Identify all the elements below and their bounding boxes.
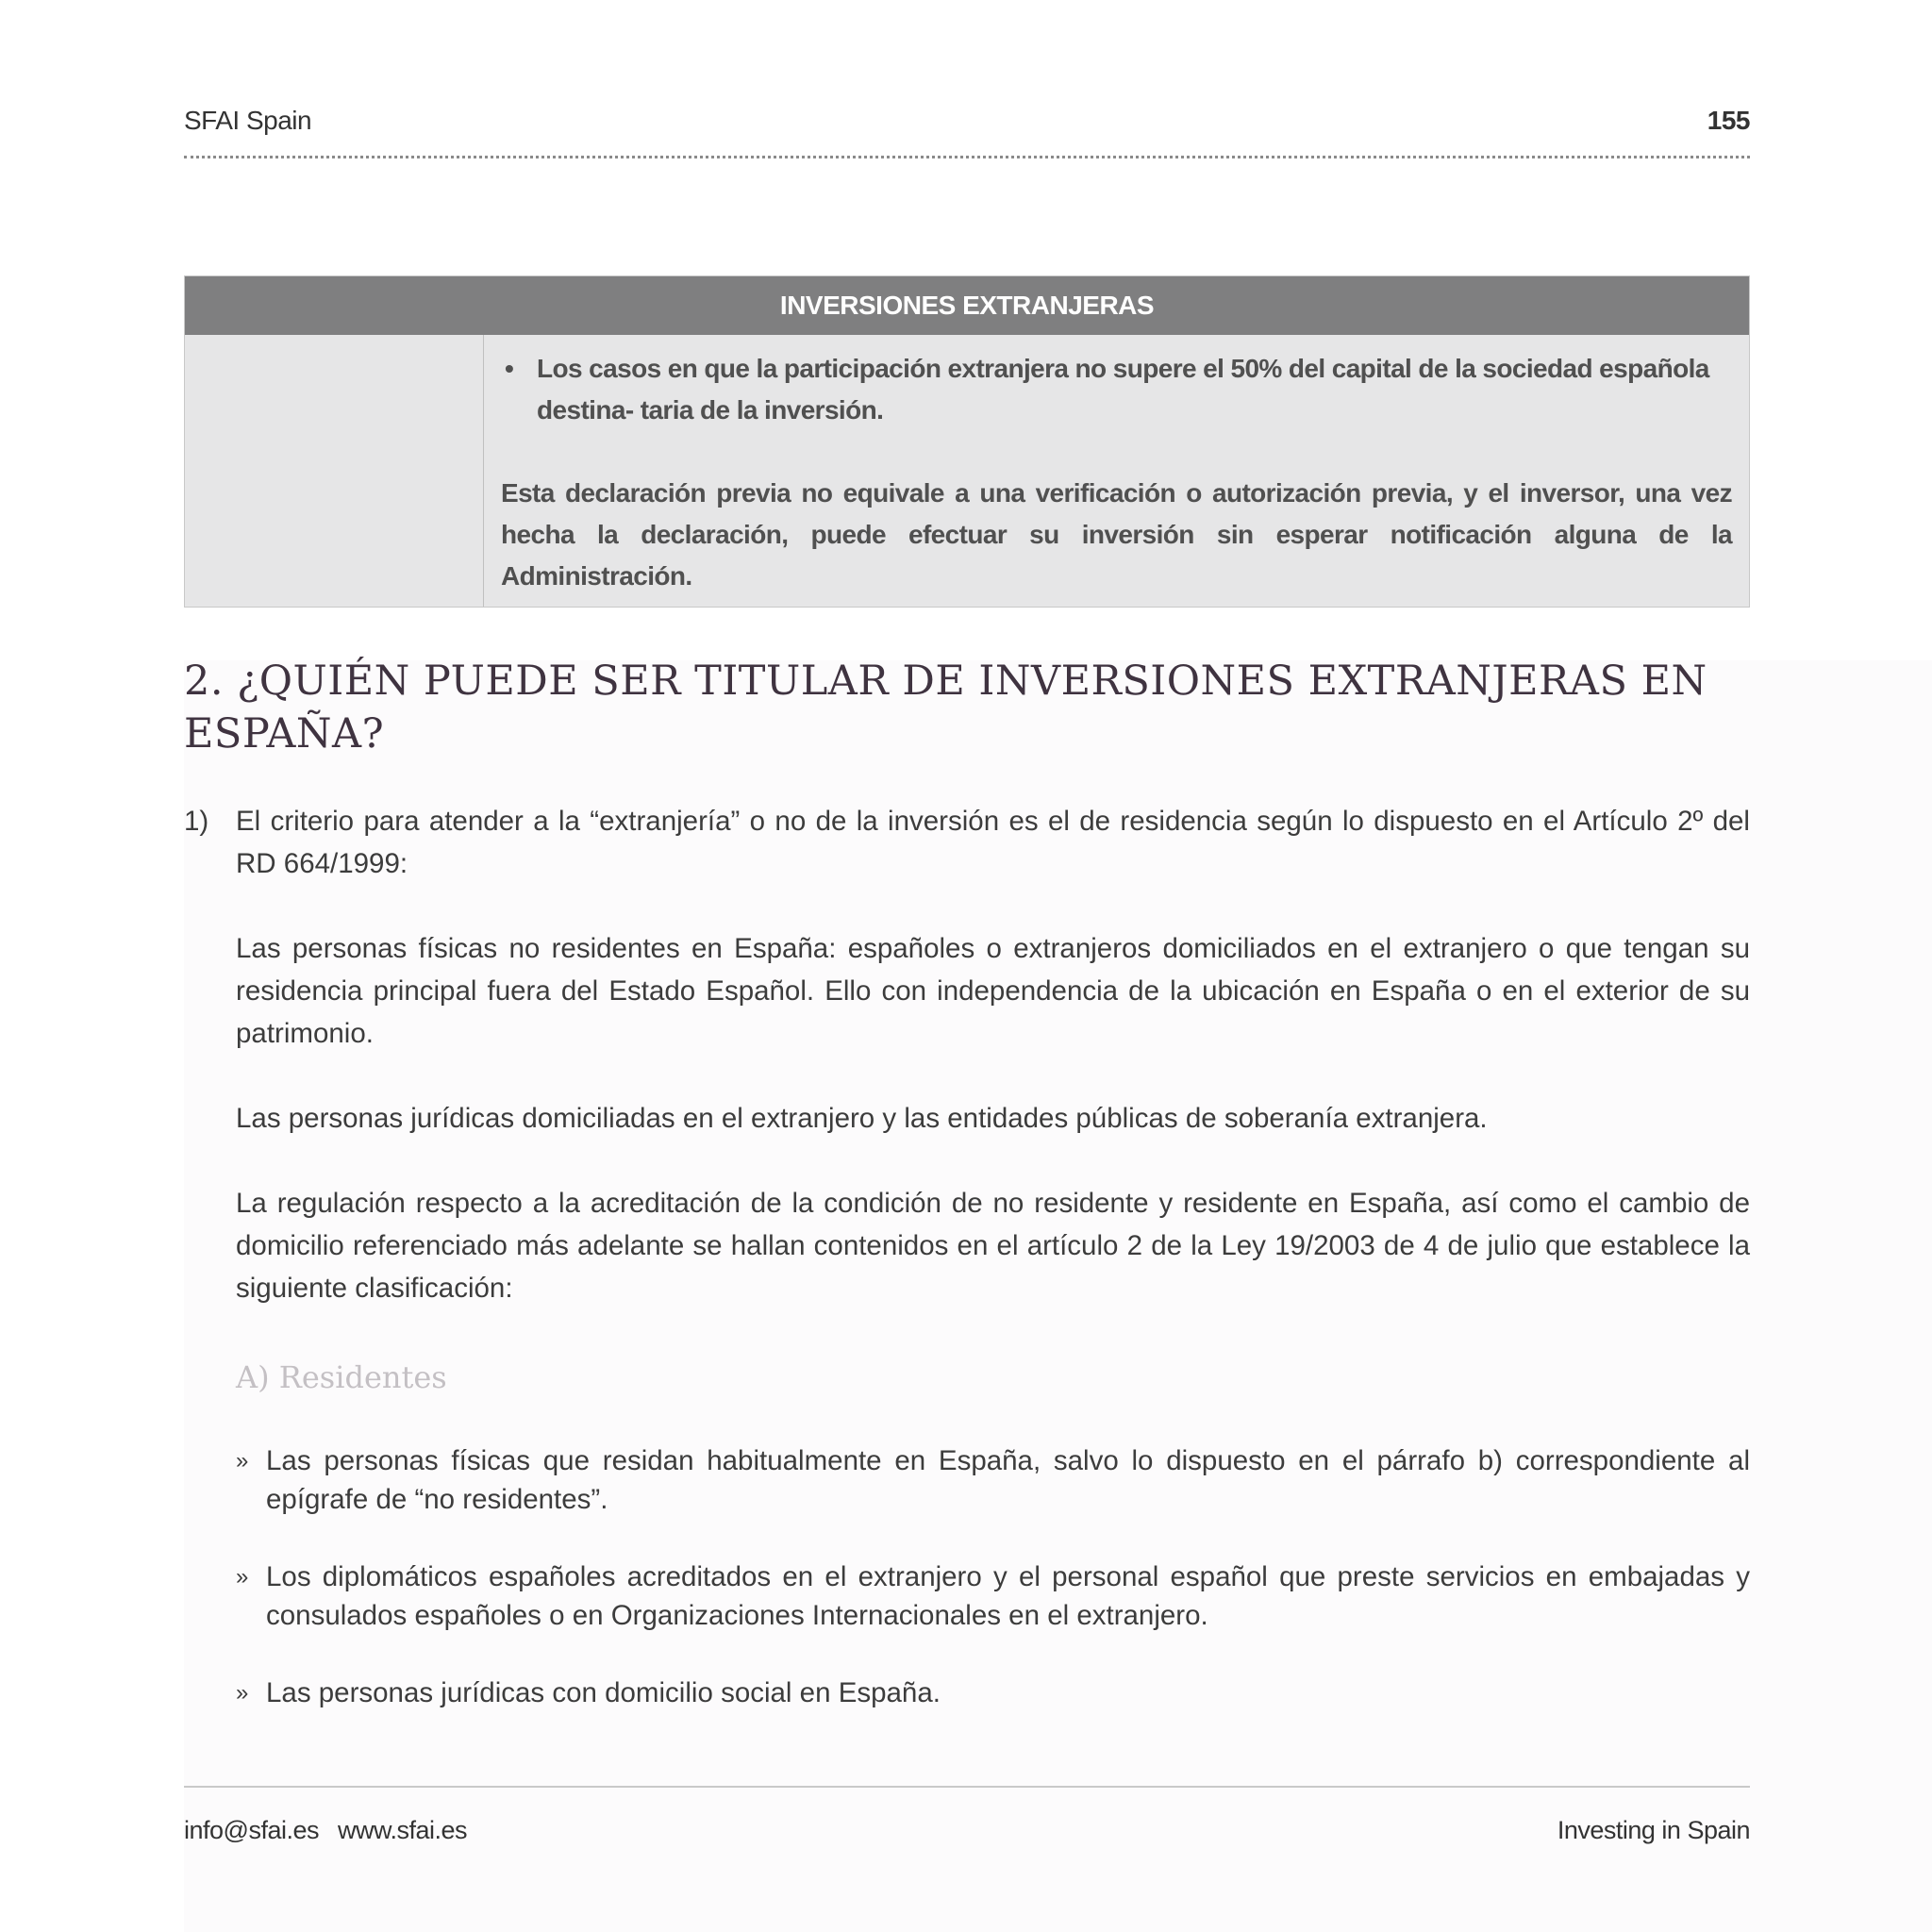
page-footer <box>184 1816 1750 1854</box>
footer-contact <box>184 1816 467 1845</box>
table-bullet-text: Los casos en que la participación extranjera no supere el 50% del capital de la sociedad española destina- taria de la inversión. <box>537 354 1709 425</box>
residents-list <box>236 1441 1750 1712</box>
section-title: 2. ¿QUIÉN PUEDE SER TITULAR DE INVERSIONES EXTRANJERAS EN ESPAÑA? <box>184 658 1707 758</box>
footer-website: www.sfai.es <box>337 1816 468 1844</box>
footer-email: info@sfai.es <box>184 1816 319 1844</box>
bullet-dot-icon: • <box>505 354 514 383</box>
table-title: INVERSIONES EXTRANJERAS <box>185 276 1749 335</box>
table-row <box>185 335 1749 607</box>
list-item <box>236 1441 1750 1519</box>
header-title: SFAI Spain <box>184 106 312 135</box>
item-text: El criterio para atender a la “extranjería” o no de la inversión es el de residencia según lo dispuesto en el Artículo 2º del RD 664/1999: <box>236 806 1750 879</box>
paragraph-legal-entities: Las personas jurídicas domiciliadas en el extranjero y las entidades públicas de soberanía extranjera. <box>236 1103 1488 1134</box>
list-item <box>236 1557 1750 1635</box>
table-empty-cell <box>185 335 484 607</box>
list-item-text: Las personas jurídicas con domicilio social en España. <box>266 1677 941 1708</box>
table-bullet-item <box>501 348 1732 431</box>
footer-title: Investing in Spain <box>1557 1816 1750 1844</box>
list-item-text: Los diplomáticos españoles acreditados en el extranjero y el personal español que preste servicios en embajadas y consulados españoles o en Organizaciones Internacionales en el extranjero. <box>266 1561 1750 1631</box>
paragraph-non-resident-individuals: Las personas físicas no residentes en España: españoles o extranjeros domiciliados en el extranjero o que tengan su residencia principal fuera del Estado Español. Ello con independencia de la ubicación en España o en el exterior de su patrimonio. <box>236 933 1750 1049</box>
subheading-residentes: A) Residentes <box>236 1359 447 1395</box>
running-header <box>184 106 1750 143</box>
table-paragraph: Esta declaración previa no equivale a una verificación o autorización previa, y el inversor, una vez hecha la declaración, puede efectuar su inversión sin esperar notificación alguna de la Administración. <box>501 478 1732 591</box>
chevron-bullet-icon: » <box>236 1680 249 1706</box>
main-content <box>184 800 1750 1751</box>
table-content-cell <box>484 335 1749 607</box>
page-number: 155 <box>1707 106 1750 135</box>
list-item-text: Las personas físicas que residan habitualmente en España, salvo lo dispuesto en el párrafo b) correspondiente al epígrafe de “no residentes”. <box>266 1445 1750 1515</box>
chevron-bullet-icon: » <box>236 1564 249 1590</box>
numbered-item <box>184 800 1750 885</box>
footer-divider <box>184 1786 1750 1788</box>
item-number: 1) <box>184 806 209 837</box>
chevron-bullet-icon: » <box>236 1448 249 1474</box>
header-divider <box>184 156 1750 158</box>
paragraph-regulation: La regulación respecto a la acreditación de la condición de no residente y residente en España, así como el cambio de domicilio referenciado más adelante se hallan contenidos en el artículo 2 de la Ley 19/2003 de 4 de julio que establece la siguiente clasificación: <box>236 1188 1750 1304</box>
list-item <box>236 1674 1750 1712</box>
info-table <box>184 275 1750 608</box>
